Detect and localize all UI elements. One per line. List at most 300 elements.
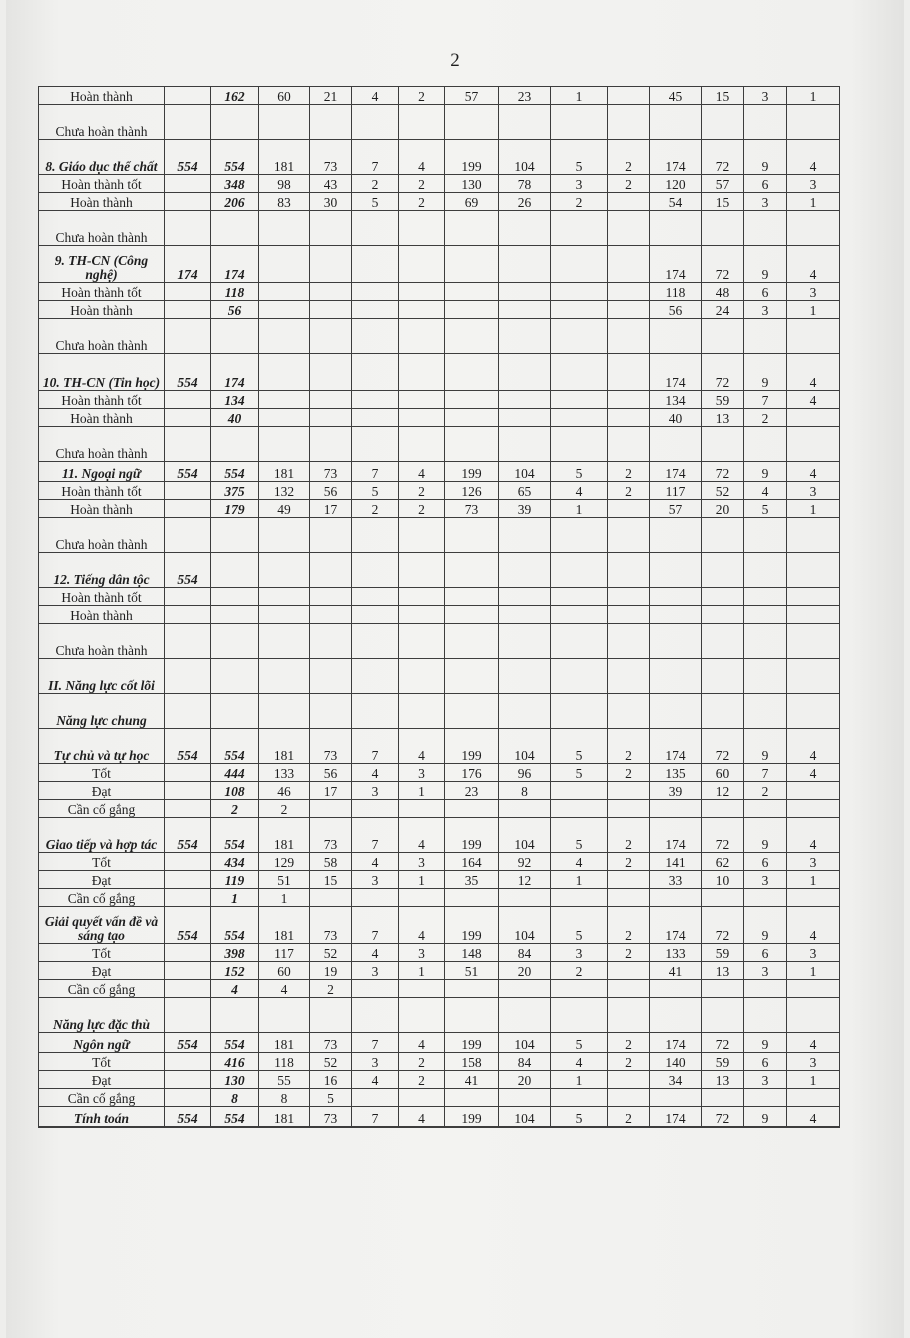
value-cell: 60 bbox=[702, 764, 744, 782]
value-cell bbox=[744, 319, 787, 354]
value-cell: 72 bbox=[702, 907, 744, 944]
value-cell: 16 bbox=[310, 1071, 352, 1089]
count-cell: 554 bbox=[211, 818, 259, 853]
total-cell bbox=[165, 588, 211, 606]
value-cell bbox=[608, 427, 650, 462]
value-cell bbox=[499, 409, 551, 427]
value-cell bbox=[551, 301, 608, 319]
value-cell: 4 bbox=[399, 818, 445, 853]
table-row bbox=[39, 175, 840, 193]
value-cell bbox=[608, 782, 650, 800]
value-cell bbox=[399, 518, 445, 553]
value-cell: 60 bbox=[259, 962, 310, 980]
value-cell: 120 bbox=[650, 175, 702, 193]
value-cell: 4 bbox=[399, 729, 445, 764]
value-cell bbox=[399, 694, 445, 729]
value-cell: 9 bbox=[744, 729, 787, 764]
total-cell bbox=[165, 409, 211, 427]
value-cell bbox=[744, 1089, 787, 1107]
value-cell bbox=[744, 553, 787, 588]
value-cell: 3 bbox=[787, 1053, 840, 1071]
total-cell bbox=[165, 764, 211, 782]
value-cell: 5 bbox=[551, 1107, 608, 1128]
value-cell bbox=[310, 246, 352, 283]
count-cell: 1 bbox=[211, 889, 259, 907]
value-cell: 4 bbox=[551, 482, 608, 500]
value-cell: 1 bbox=[787, 871, 840, 889]
value-cell: 51 bbox=[259, 871, 310, 889]
value-cell bbox=[702, 319, 744, 354]
value-cell: 52 bbox=[310, 944, 352, 962]
value-cell bbox=[399, 283, 445, 301]
value-cell: 3 bbox=[399, 944, 445, 962]
count-cell bbox=[211, 427, 259, 462]
value-cell bbox=[744, 998, 787, 1033]
total-cell bbox=[165, 853, 211, 871]
value-cell: 4 bbox=[787, 1107, 840, 1128]
value-cell: 2 bbox=[608, 907, 650, 944]
row-label: Chưa hoàn thành bbox=[39, 105, 165, 140]
value-cell bbox=[650, 998, 702, 1033]
value-cell: 117 bbox=[650, 482, 702, 500]
value-cell: 2 bbox=[608, 1033, 650, 1053]
value-cell: 52 bbox=[310, 1053, 352, 1071]
total-cell: 554 bbox=[165, 553, 211, 588]
value-cell bbox=[702, 980, 744, 998]
total-cell bbox=[165, 694, 211, 729]
total-cell bbox=[165, 391, 211, 409]
value-cell bbox=[702, 694, 744, 729]
value-cell bbox=[702, 1089, 744, 1107]
value-cell: 59 bbox=[702, 944, 744, 962]
value-cell bbox=[310, 211, 352, 246]
value-cell bbox=[650, 319, 702, 354]
value-cell bbox=[551, 624, 608, 659]
value-cell: 35 bbox=[445, 871, 499, 889]
value-cell bbox=[310, 427, 352, 462]
value-cell bbox=[499, 1089, 551, 1107]
value-cell: 4 bbox=[399, 462, 445, 482]
value-cell bbox=[650, 606, 702, 624]
value-cell bbox=[352, 800, 399, 818]
table-row bbox=[39, 1033, 840, 1053]
value-cell: 132 bbox=[259, 482, 310, 500]
value-cell bbox=[702, 624, 744, 659]
value-cell: 3 bbox=[352, 962, 399, 980]
count-cell: 348 bbox=[211, 175, 259, 193]
table-row bbox=[39, 853, 840, 871]
value-cell bbox=[352, 354, 399, 391]
value-cell bbox=[259, 606, 310, 624]
value-cell bbox=[744, 518, 787, 553]
value-cell: 72 bbox=[702, 462, 744, 482]
table-row bbox=[39, 1071, 840, 1089]
value-cell: 4 bbox=[744, 482, 787, 500]
value-cell: 12 bbox=[702, 782, 744, 800]
value-cell bbox=[499, 427, 551, 462]
value-cell bbox=[608, 391, 650, 409]
total-cell: 554 bbox=[165, 729, 211, 764]
section-label: Tính toán bbox=[39, 1107, 165, 1128]
value-cell bbox=[499, 659, 551, 694]
value-cell bbox=[352, 211, 399, 246]
value-cell bbox=[445, 211, 499, 246]
value-cell bbox=[551, 998, 608, 1033]
value-cell: 3 bbox=[787, 175, 840, 193]
value-cell bbox=[608, 998, 650, 1033]
value-cell bbox=[608, 871, 650, 889]
value-cell: 73 bbox=[310, 140, 352, 175]
value-cell bbox=[352, 518, 399, 553]
value-cell: 174 bbox=[650, 1107, 702, 1128]
value-cell: 72 bbox=[702, 1033, 744, 1053]
count-cell: 162 bbox=[211, 87, 259, 105]
value-cell: 140 bbox=[650, 1053, 702, 1071]
table-row bbox=[39, 553, 840, 588]
table-row bbox=[39, 764, 840, 782]
total-cell bbox=[165, 427, 211, 462]
count-cell: 119 bbox=[211, 871, 259, 889]
value-cell bbox=[650, 624, 702, 659]
value-cell bbox=[744, 105, 787, 140]
value-cell: 2 bbox=[608, 462, 650, 482]
value-cell bbox=[259, 301, 310, 319]
total-cell bbox=[165, 889, 211, 907]
total-cell bbox=[165, 105, 211, 140]
value-cell bbox=[259, 427, 310, 462]
value-cell: 56 bbox=[310, 482, 352, 500]
value-cell bbox=[650, 980, 702, 998]
value-cell: 174 bbox=[650, 729, 702, 764]
value-cell: 84 bbox=[499, 1053, 551, 1071]
value-cell bbox=[499, 283, 551, 301]
row-label: Cần cố gắng bbox=[39, 800, 165, 818]
value-cell bbox=[259, 659, 310, 694]
total-cell: 554 bbox=[165, 1107, 211, 1128]
value-cell: 199 bbox=[445, 462, 499, 482]
value-cell: 6 bbox=[744, 944, 787, 962]
value-cell bbox=[744, 624, 787, 659]
value-cell bbox=[352, 588, 399, 606]
table-row bbox=[39, 105, 840, 140]
count-cell bbox=[211, 606, 259, 624]
value-cell bbox=[399, 319, 445, 354]
count-cell: 40 bbox=[211, 409, 259, 427]
value-cell bbox=[310, 889, 352, 907]
value-cell: 3 bbox=[399, 853, 445, 871]
value-cell: 199 bbox=[445, 140, 499, 175]
value-cell: 164 bbox=[445, 853, 499, 871]
value-cell: 4 bbox=[399, 1033, 445, 1053]
value-cell: 13 bbox=[702, 1071, 744, 1089]
value-cell bbox=[608, 606, 650, 624]
value-cell: 4 bbox=[787, 246, 840, 283]
value-cell bbox=[608, 354, 650, 391]
value-cell: 4 bbox=[259, 980, 310, 998]
value-cell: 34 bbox=[650, 1071, 702, 1089]
value-cell bbox=[499, 211, 551, 246]
value-cell bbox=[499, 319, 551, 354]
value-cell bbox=[352, 659, 399, 694]
row-label: Chưa hoàn thành bbox=[39, 518, 165, 553]
value-cell: 48 bbox=[702, 283, 744, 301]
table-row bbox=[39, 391, 840, 409]
row-label: Chưa hoàn thành bbox=[39, 211, 165, 246]
value-cell: 72 bbox=[702, 354, 744, 391]
value-cell bbox=[702, 211, 744, 246]
total-cell bbox=[165, 1071, 211, 1089]
value-cell: 7 bbox=[352, 907, 399, 944]
value-cell bbox=[608, 500, 650, 518]
value-cell bbox=[445, 427, 499, 462]
value-cell: 181 bbox=[259, 462, 310, 482]
value-cell bbox=[259, 105, 310, 140]
value-cell bbox=[787, 553, 840, 588]
section-label: Tự chủ và tự học bbox=[39, 729, 165, 764]
value-cell: 20 bbox=[702, 500, 744, 518]
value-cell bbox=[551, 553, 608, 588]
value-cell bbox=[399, 998, 445, 1033]
value-cell: 129 bbox=[259, 853, 310, 871]
table-row bbox=[39, 944, 840, 962]
value-cell: 33 bbox=[650, 871, 702, 889]
value-cell: 174 bbox=[650, 354, 702, 391]
value-cell: 126 bbox=[445, 482, 499, 500]
value-cell bbox=[702, 606, 744, 624]
value-cell bbox=[787, 427, 840, 462]
value-cell bbox=[608, 87, 650, 105]
value-cell bbox=[352, 1089, 399, 1107]
value-cell: 58 bbox=[310, 853, 352, 871]
value-cell bbox=[259, 998, 310, 1033]
value-cell: 56 bbox=[310, 764, 352, 782]
value-cell bbox=[499, 980, 551, 998]
value-cell: 1 bbox=[399, 871, 445, 889]
value-cell: 4 bbox=[399, 140, 445, 175]
value-cell bbox=[445, 518, 499, 553]
value-cell bbox=[787, 1089, 840, 1107]
value-cell: 134 bbox=[650, 391, 702, 409]
value-cell: 181 bbox=[259, 1033, 310, 1053]
value-cell: 174 bbox=[650, 818, 702, 853]
value-cell: 2 bbox=[259, 800, 310, 818]
count-cell: 554 bbox=[211, 1033, 259, 1053]
value-cell bbox=[608, 319, 650, 354]
value-cell: 2 bbox=[399, 175, 445, 193]
count-cell: 179 bbox=[211, 500, 259, 518]
value-cell: 181 bbox=[259, 1107, 310, 1128]
value-cell bbox=[399, 606, 445, 624]
value-cell bbox=[352, 998, 399, 1033]
value-cell bbox=[650, 694, 702, 729]
value-cell: 104 bbox=[499, 462, 551, 482]
row-label: Hoàn thành bbox=[39, 301, 165, 319]
value-cell: 41 bbox=[650, 962, 702, 980]
value-cell: 40 bbox=[650, 409, 702, 427]
value-cell: 13 bbox=[702, 409, 744, 427]
value-cell bbox=[744, 427, 787, 462]
value-cell: 5 bbox=[352, 482, 399, 500]
value-cell: 1 bbox=[551, 500, 608, 518]
value-cell bbox=[310, 319, 352, 354]
row-label: Tốt bbox=[39, 944, 165, 962]
value-cell: 3 bbox=[744, 962, 787, 980]
value-cell: 2 bbox=[399, 193, 445, 211]
value-cell bbox=[551, 391, 608, 409]
count-cell: 174 bbox=[211, 354, 259, 391]
total-cell bbox=[165, 175, 211, 193]
value-cell: 51 bbox=[445, 962, 499, 980]
value-cell: 9 bbox=[744, 1033, 787, 1053]
value-cell bbox=[608, 211, 650, 246]
value-cell bbox=[310, 694, 352, 729]
value-cell bbox=[499, 553, 551, 588]
value-cell: 59 bbox=[702, 391, 744, 409]
row-label: Cần cố gắng bbox=[39, 980, 165, 998]
value-cell bbox=[551, 782, 608, 800]
value-cell bbox=[787, 319, 840, 354]
total-cell bbox=[165, 193, 211, 211]
value-cell bbox=[650, 553, 702, 588]
value-cell bbox=[650, 659, 702, 694]
value-cell: 60 bbox=[259, 87, 310, 105]
value-cell bbox=[551, 409, 608, 427]
value-cell: 72 bbox=[702, 818, 744, 853]
value-cell bbox=[399, 553, 445, 588]
value-cell: 4 bbox=[352, 1071, 399, 1089]
value-cell: 73 bbox=[310, 1107, 352, 1128]
value-cell: 69 bbox=[445, 193, 499, 211]
value-cell bbox=[608, 283, 650, 301]
value-cell bbox=[310, 998, 352, 1033]
total-cell bbox=[165, 624, 211, 659]
count-cell bbox=[211, 211, 259, 246]
value-cell: 1 bbox=[551, 1071, 608, 1089]
value-cell: 9 bbox=[744, 907, 787, 944]
value-cell: 1 bbox=[399, 962, 445, 980]
value-cell: 5 bbox=[744, 500, 787, 518]
table-row bbox=[39, 606, 840, 624]
table-row bbox=[39, 193, 840, 211]
total-cell bbox=[165, 283, 211, 301]
count-cell: 118 bbox=[211, 283, 259, 301]
value-cell: 158 bbox=[445, 1053, 499, 1071]
value-cell: 4 bbox=[352, 87, 399, 105]
row-label: Hoàn thành tốt bbox=[39, 391, 165, 409]
total-cell bbox=[165, 301, 211, 319]
value-cell: 104 bbox=[499, 140, 551, 175]
value-cell: 199 bbox=[445, 907, 499, 944]
value-cell bbox=[310, 553, 352, 588]
value-cell bbox=[399, 1089, 445, 1107]
count-cell: 434 bbox=[211, 853, 259, 871]
total-cell bbox=[165, 500, 211, 518]
table-row bbox=[39, 818, 840, 853]
value-cell: 2 bbox=[608, 944, 650, 962]
value-cell bbox=[310, 354, 352, 391]
value-cell: 174 bbox=[650, 1033, 702, 1053]
table-row bbox=[39, 482, 840, 500]
value-cell: 199 bbox=[445, 818, 499, 853]
table-row bbox=[39, 500, 840, 518]
value-cell: 72 bbox=[702, 246, 744, 283]
value-cell: 1 bbox=[551, 871, 608, 889]
row-label: Đạt bbox=[39, 782, 165, 800]
total-cell bbox=[165, 800, 211, 818]
value-cell: 23 bbox=[445, 782, 499, 800]
value-cell: 5 bbox=[551, 462, 608, 482]
value-cell bbox=[608, 1089, 650, 1107]
value-cell bbox=[744, 889, 787, 907]
value-cell bbox=[608, 694, 650, 729]
value-cell bbox=[445, 624, 499, 659]
total-cell: 174 bbox=[165, 246, 211, 283]
value-cell: 7 bbox=[352, 1033, 399, 1053]
value-cell bbox=[787, 211, 840, 246]
count-cell: 8 bbox=[211, 1089, 259, 1107]
value-cell: 3 bbox=[352, 1053, 399, 1071]
table-row bbox=[39, 319, 840, 354]
count-cell: 554 bbox=[211, 907, 259, 944]
count-cell: 554 bbox=[211, 1107, 259, 1128]
table-row bbox=[39, 659, 840, 694]
value-cell bbox=[744, 606, 787, 624]
value-cell bbox=[399, 211, 445, 246]
value-cell bbox=[445, 998, 499, 1033]
table-row bbox=[39, 246, 840, 283]
value-cell bbox=[608, 624, 650, 659]
value-cell bbox=[399, 105, 445, 140]
value-cell bbox=[551, 105, 608, 140]
value-cell: 73 bbox=[445, 500, 499, 518]
value-cell: 2 bbox=[551, 193, 608, 211]
value-cell bbox=[352, 694, 399, 729]
total-cell: 554 bbox=[165, 354, 211, 391]
value-cell: 72 bbox=[702, 1107, 744, 1128]
value-cell: 2 bbox=[608, 764, 650, 782]
value-cell bbox=[787, 659, 840, 694]
count-cell bbox=[211, 518, 259, 553]
value-cell: 8 bbox=[259, 1089, 310, 1107]
value-cell bbox=[744, 659, 787, 694]
value-cell bbox=[352, 283, 399, 301]
value-cell bbox=[399, 391, 445, 409]
value-cell: 6 bbox=[744, 283, 787, 301]
value-cell bbox=[551, 319, 608, 354]
value-cell: 3 bbox=[744, 193, 787, 211]
row-label: Hoàn thành bbox=[39, 193, 165, 211]
value-cell bbox=[352, 889, 399, 907]
value-cell: 17 bbox=[310, 500, 352, 518]
value-cell bbox=[499, 694, 551, 729]
value-cell: 7 bbox=[352, 140, 399, 175]
value-cell: 3 bbox=[744, 871, 787, 889]
value-cell: 4 bbox=[551, 853, 608, 871]
value-cell bbox=[445, 283, 499, 301]
value-cell bbox=[310, 301, 352, 319]
value-cell bbox=[551, 283, 608, 301]
value-cell bbox=[608, 105, 650, 140]
section-label: Ngôn ngữ bbox=[39, 1033, 165, 1053]
value-cell bbox=[551, 354, 608, 391]
value-cell: 174 bbox=[650, 907, 702, 944]
value-cell bbox=[310, 518, 352, 553]
value-cell bbox=[445, 694, 499, 729]
value-cell: 59 bbox=[702, 1053, 744, 1071]
value-cell: 2 bbox=[399, 500, 445, 518]
value-cell bbox=[744, 694, 787, 729]
value-cell: 7 bbox=[352, 818, 399, 853]
